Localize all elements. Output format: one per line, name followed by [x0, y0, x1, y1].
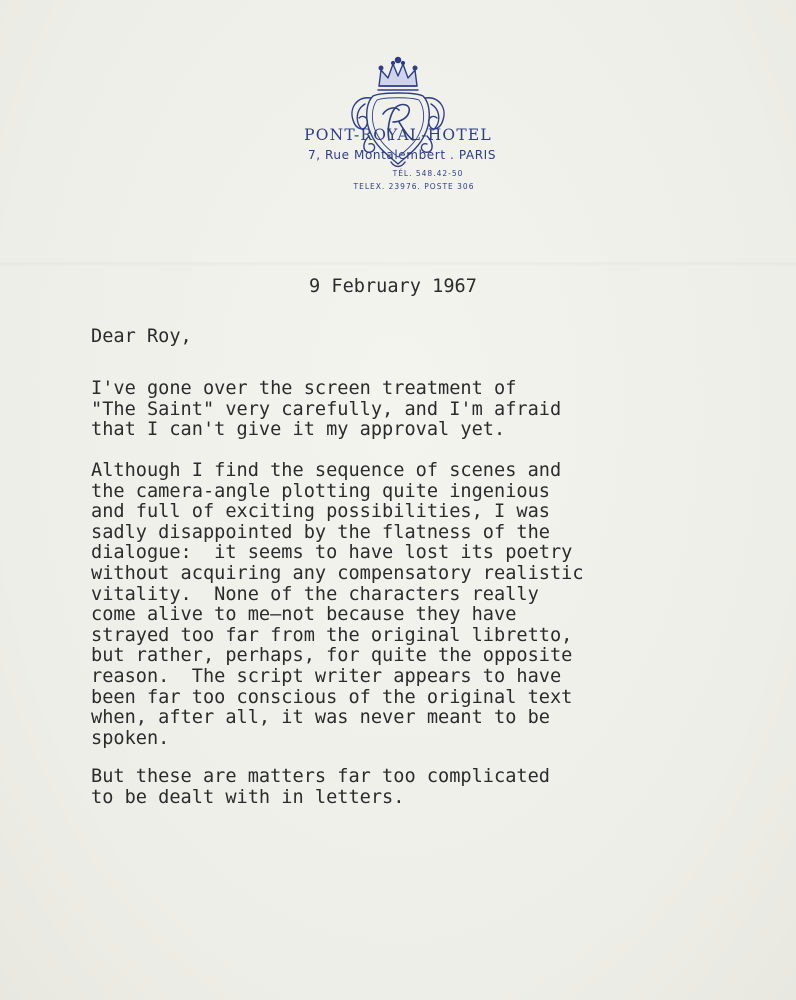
paragraph-line: But these are matters far too complicated	[91, 766, 550, 787]
letter-salutation: Dear Roy,	[91, 326, 192, 347]
body-paragraph-2	[91, 461, 584, 749]
paragraph-line: I've gone over the screen treatment of	[91, 378, 517, 399]
paragraph-line: to be dealt with in letters.	[91, 786, 405, 808]
hotel-telephone: TÉL. 548.42-50	[392, 169, 464, 178]
body-paragraph-1	[91, 379, 561, 441]
paragraph-line: come alive to me—not because they have	[91, 604, 517, 626]
hotel-name: PONT-ROYAL-HOTEL	[304, 126, 492, 144]
paragraph-line: vitality. None of the characters really	[91, 583, 539, 605]
body-paragraph-3	[91, 767, 550, 808]
paragraph-line: dialogue: it seems to have lost its poetry	[91, 542, 573, 564]
paragraph-line: "The Saint" very carefully, and I'm afraid	[91, 398, 562, 420]
letter-date: 9 February 1967	[309, 276, 477, 297]
hotel-address: 7, Rue Montalembert . PARIS	[307, 148, 497, 162]
paragraph-line: the camera-angle plotting quite ingenious	[91, 480, 550, 502]
paragraph-line: without acquiring any compensatory realistic	[91, 562, 584, 584]
paragraph-line: but rather, perhaps, for quite the opposite	[91, 645, 573, 667]
paragraph-line: when, after all, it was never meant to be	[91, 707, 550, 729]
paragraph-line: spoken.	[91, 727, 170, 749]
paragraph-line: that I can't give it my approval yet.	[91, 419, 506, 441]
paragraph-line: reason. The script writer appears to have	[91, 665, 562, 687]
paragraph-line: Although I find the sequence of scenes and	[91, 460, 562, 481]
paragraph-line: strayed too far from the original libretto,	[91, 624, 573, 646]
hotel-telex: TELEX. 23976. POSTE 306	[353, 182, 475, 191]
paragraph-line: sadly disappointed by the flatness of the	[91, 521, 550, 543]
paragraph-line: been far too conscious of the original text	[91, 686, 573, 708]
paragraph-line: and full of exciting possibilities, I was	[91, 501, 550, 523]
